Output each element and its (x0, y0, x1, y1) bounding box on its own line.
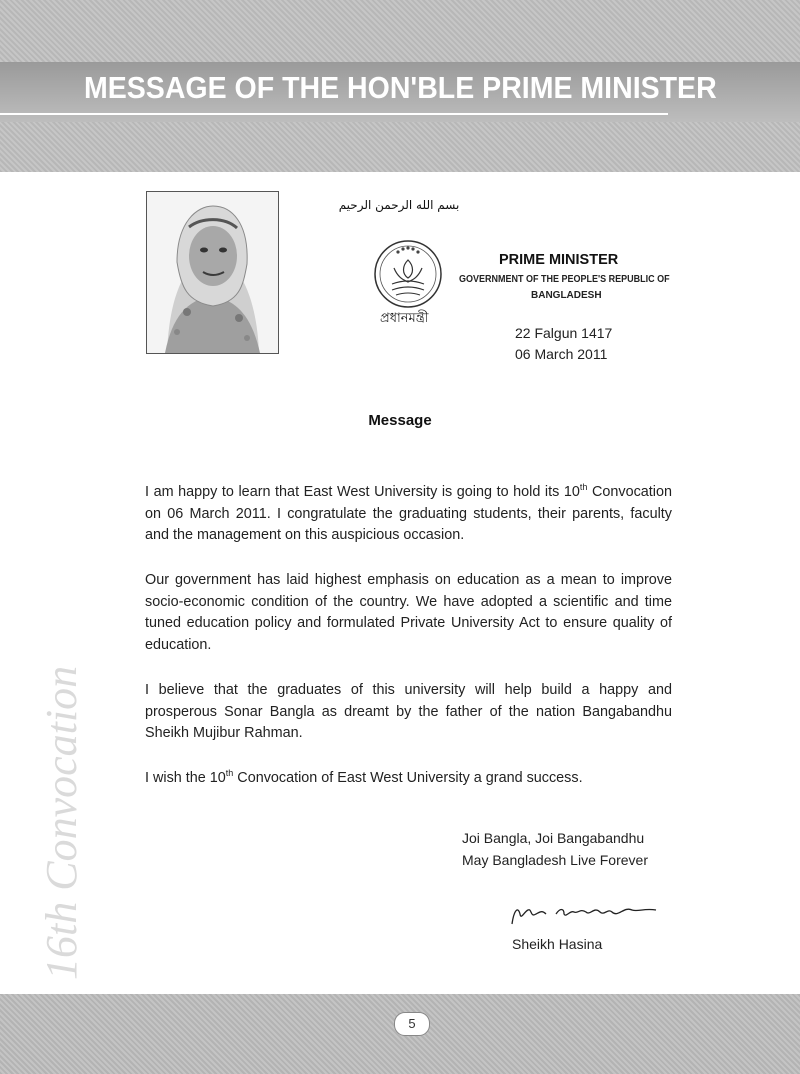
p4-superscript: th (225, 768, 234, 779)
arabic-invocation: بسم الله الرحمن الرحيم (338, 198, 460, 212)
p1-superscript: th (579, 482, 588, 493)
p4-text-a: I wish the 10 (145, 770, 226, 786)
p1-text-a: I am happy to learn that East West University is going to hold its 10 (145, 484, 580, 500)
page-number: 5 (394, 1012, 430, 1036)
message-heading: Message (368, 412, 432, 429)
page-title: MESSAGE OF THE HON'BLE PRIME MINISTER (84, 70, 717, 105)
letterhead-government: GOVERNMENT OF THE PEOPLE'S REPUBLIC OF (459, 274, 670, 285)
message-paragraph-1 (145, 482, 672, 547)
p4-text-b: Convocation of East West University a grand success. (233, 770, 583, 786)
convocation-watermark: 16th Convocation (37, 665, 86, 980)
portrait-photo (146, 191, 279, 354)
date-gregorian: 06 March 2011 (515, 346, 608, 362)
seal-bengali-label: প্রধানমন্ত্রী (380, 311, 429, 326)
title-underline (0, 113, 668, 115)
message-paragraph-3: I believe that the graduates of this university will help build a happy and prosperous Sonar Bangla as dreamt by the father of the nation Bangabandhu Sheikh Mujibur Rahman. (145, 682, 672, 741)
message-paragraph-4 (145, 768, 672, 790)
p1-text-b: Convocation on 06 March 2011. I congratulate the graduating students, their parents, faculty and the management on this auspicious occasion. (145, 484, 672, 543)
closing-line-2: May Bangladesh Live Forever (462, 852, 648, 868)
closing-line-1: Joi Bangla, Joi Bangabandhu (462, 830, 645, 846)
letterhead-office: PRIME MINISTER (499, 252, 619, 268)
handwritten-signature (508, 900, 668, 930)
date-bengali-calendar: 22 Falgun 1417 (515, 325, 613, 341)
portrait-image (147, 192, 278, 353)
signer-name: Sheikh Hasina (512, 936, 603, 952)
message-paragraph-2: Our government has laid highest emphasis on education as a mean to improve socio-economic condition of the country. We have adopted a scientific and time tuned education policy and formulated Private University Act to ensure quality of education. (145, 572, 672, 653)
letterhead-country: BANGLADESH (531, 290, 602, 301)
government-seal-icon (372, 238, 444, 310)
